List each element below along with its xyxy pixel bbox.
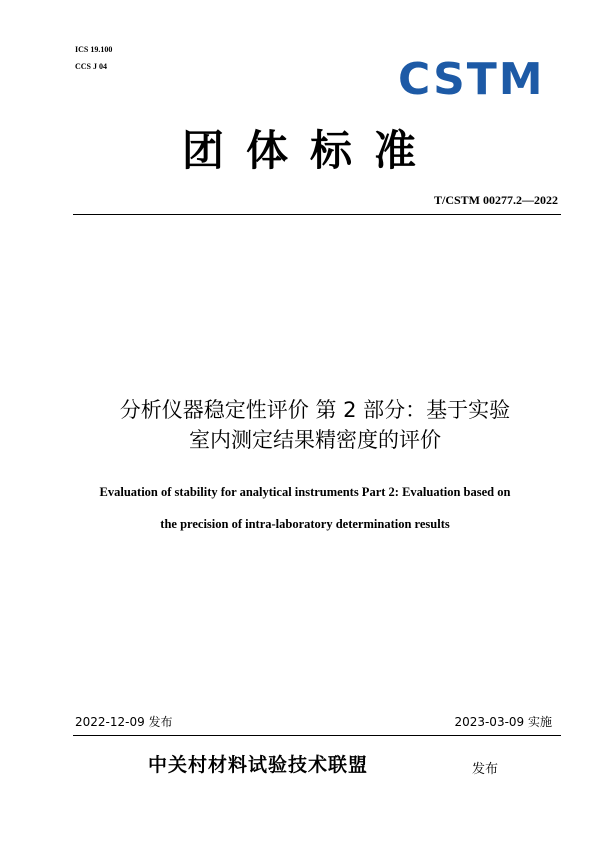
publisher-suffix: 发布 xyxy=(472,762,499,777)
title-en-line-2: the precision of intra-laboratory determination results xyxy=(160,517,450,531)
title-en-line-1: Evaluation of stability for analytical instruments Part 2: Evaluation based on xyxy=(99,485,511,499)
publisher-name: 中关村材料试验技术联盟 xyxy=(148,754,369,776)
cstm-logo: CSTM xyxy=(398,54,545,105)
top-divider xyxy=(73,214,561,215)
issue-date: 2022-12-09 发布 xyxy=(75,715,173,729)
implementation-date: 2023-03-09 实施 xyxy=(454,715,552,729)
bottom-divider xyxy=(73,735,561,736)
title-zh-line-1: 分析仪器稳定性评价 第 2 部分：基于实验 xyxy=(119,398,511,422)
standard-code: T/CSTM 00277.2—2022 xyxy=(433,193,558,207)
title-zh-line-2: 室内测定结果精密度的评价 xyxy=(189,428,441,452)
ics-code: ICS 19.100 xyxy=(75,45,113,54)
ccs-code: CCS J 04 xyxy=(75,62,108,71)
document-type-title: 团体标准 xyxy=(181,126,438,175)
